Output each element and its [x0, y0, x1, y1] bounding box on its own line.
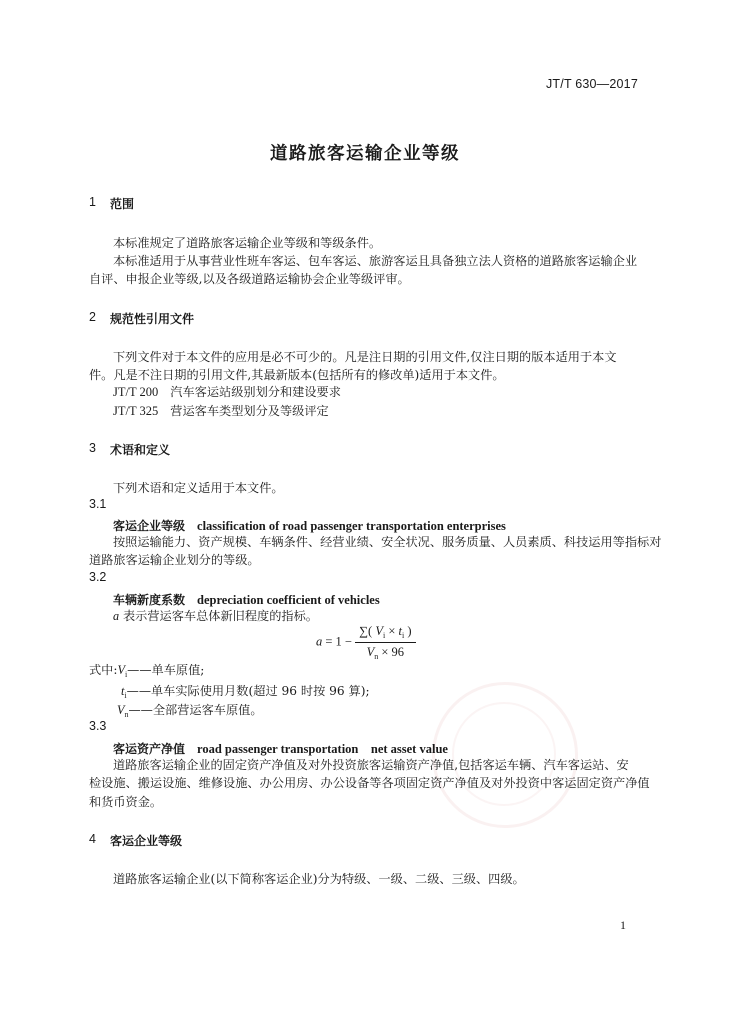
term-en: depreciation coefficient of vehicles [197, 593, 380, 607]
term-cn: 车辆新度系数 [113, 593, 186, 607]
document-title: 道路旅客运输企业等级 [270, 144, 460, 164]
section-4-para: 道路旅客运输企业(以下简称客运企业)分为特级、一级、二级、三级、四级。 [113, 872, 525, 886]
page-number: 1 [620, 918, 626, 932]
where-lead: 式中: [89, 663, 118, 677]
term-3-2-number: 3.2 [89, 570, 107, 584]
standard-number: JT/T 630—2017 [545, 77, 638, 91]
section-2-para-line-2: 件。凡是不注日期的引用文件,其最新版本(包括所有的修改单)适用于本文件。 [89, 368, 505, 382]
reference-code: JT/T 200 [113, 385, 159, 399]
variable-description: ——全部营运客车原值。 [128, 703, 263, 717]
term-3-2-definition [113, 607, 318, 624]
section-4-title: 客运企业等级 [110, 834, 183, 848]
reference-code: JT/T 325 [113, 404, 159, 418]
term-3-1-definition-line-2: 道路旅客运输企业划分的等级。 [89, 553, 260, 567]
term-en: classification of road passenger transportation enterprises [197, 519, 506, 533]
section-4-number: 4 [89, 832, 96, 846]
reference-title: 汽车客运站级别划分和建设要求 [170, 385, 341, 399]
section-3-title: 术语和定义 [110, 443, 171, 457]
reference-title: 营运客车类型划分及等级评定 [170, 404, 329, 418]
term-3-3-heading [113, 738, 448, 757]
formula-numerator: ∑( $V_i \times t_i$ ) [355, 624, 415, 643]
formula-variable-row: 式中$:V_i——$单车原值; [89, 663, 205, 679]
term-3-1-number: 3.1 [89, 497, 107, 511]
definition-text: 表示营运客车总体新旧程度的指标。 [122, 609, 318, 623]
term-3-3-definition-line-1: 道路旅客运输企业的固定资产净值及对外投资旅客运输资产净值,包括客运车辆、汽车客运站、安 [113, 758, 629, 772]
section-3-number: 3 [89, 441, 96, 455]
section-3-intro: 下列术语和定义适用于本文件。 [113, 481, 284, 495]
term-cn: 客运资产净值 [113, 742, 186, 756]
term-3-3-definition-line-2: 检设施、搬运设施、维修设施、办公用房、办公设备等各项固定资产净值及对外投资中客运固定资产净值 [89, 776, 650, 790]
term-3-3-definition-line-3: 和货币资金。 [89, 795, 163, 809]
reference-item [113, 402, 329, 419]
section-1-number: 1 [89, 195, 96, 209]
formula-fraction [355, 624, 415, 661]
reference-item [113, 383, 341, 400]
term-3-3-number: 3.3 [89, 719, 107, 733]
section-1-para-1: 本标准规定了道路旅客运输企业等级和等级条件。 [113, 236, 382, 250]
section-1-para-2-line-2: 自评、申报企业等级,以及各级道路运输协会企业等级评审。 [89, 272, 410, 286]
term-3-1-definition-line-1: 按照运输能力、资产规模、车辆条件、经营业绩、安全状况、服务质量、人员素质、科技运用等指标对 [113, 535, 662, 549]
variable-description: ——单车实际使用月数(超过 96 时按 96 算); [126, 684, 370, 698]
section-1-title: 范围 [110, 197, 135, 211]
term-en: road passenger transportation net asset value [197, 742, 448, 756]
sum-symbol: ∑ [359, 624, 369, 638]
formula-lhs: a [316, 634, 323, 649]
section-1-para-2-line-1: 本标准适用于从事营业性班车客运、包车客运、旅游客运且具备独立法人资格的道路旅客运输企业 [113, 254, 638, 268]
formula-denominator: $V_n \times 96$ [366, 645, 405, 661]
section-2-number: 2 [89, 310, 96, 324]
formula-new-degree [316, 624, 416, 661]
section-2-para-line-1: 下列文件对于本文件的应用是必不可少的。凡是注日期的引用文件,仅注日期的版本适用于本文 [113, 350, 617, 364]
term-3-1-heading [113, 515, 506, 534]
term-3-2-heading [113, 589, 380, 608]
variable-description: ——单车原值; [127, 663, 205, 677]
section-2-title: 规范性引用文件 [110, 312, 195, 326]
formula-variable-row: $V_n——$全部营运客车原值。 [117, 703, 263, 719]
formula-eq: = 1 − [325, 634, 352, 649]
formula-variable-row: $t_i——$单车实际使用月数(超过 96 时按 96 算); [121, 684, 370, 700]
symbol-a: a [113, 609, 120, 623]
term-cn: 客运企业等级 [113, 519, 186, 533]
